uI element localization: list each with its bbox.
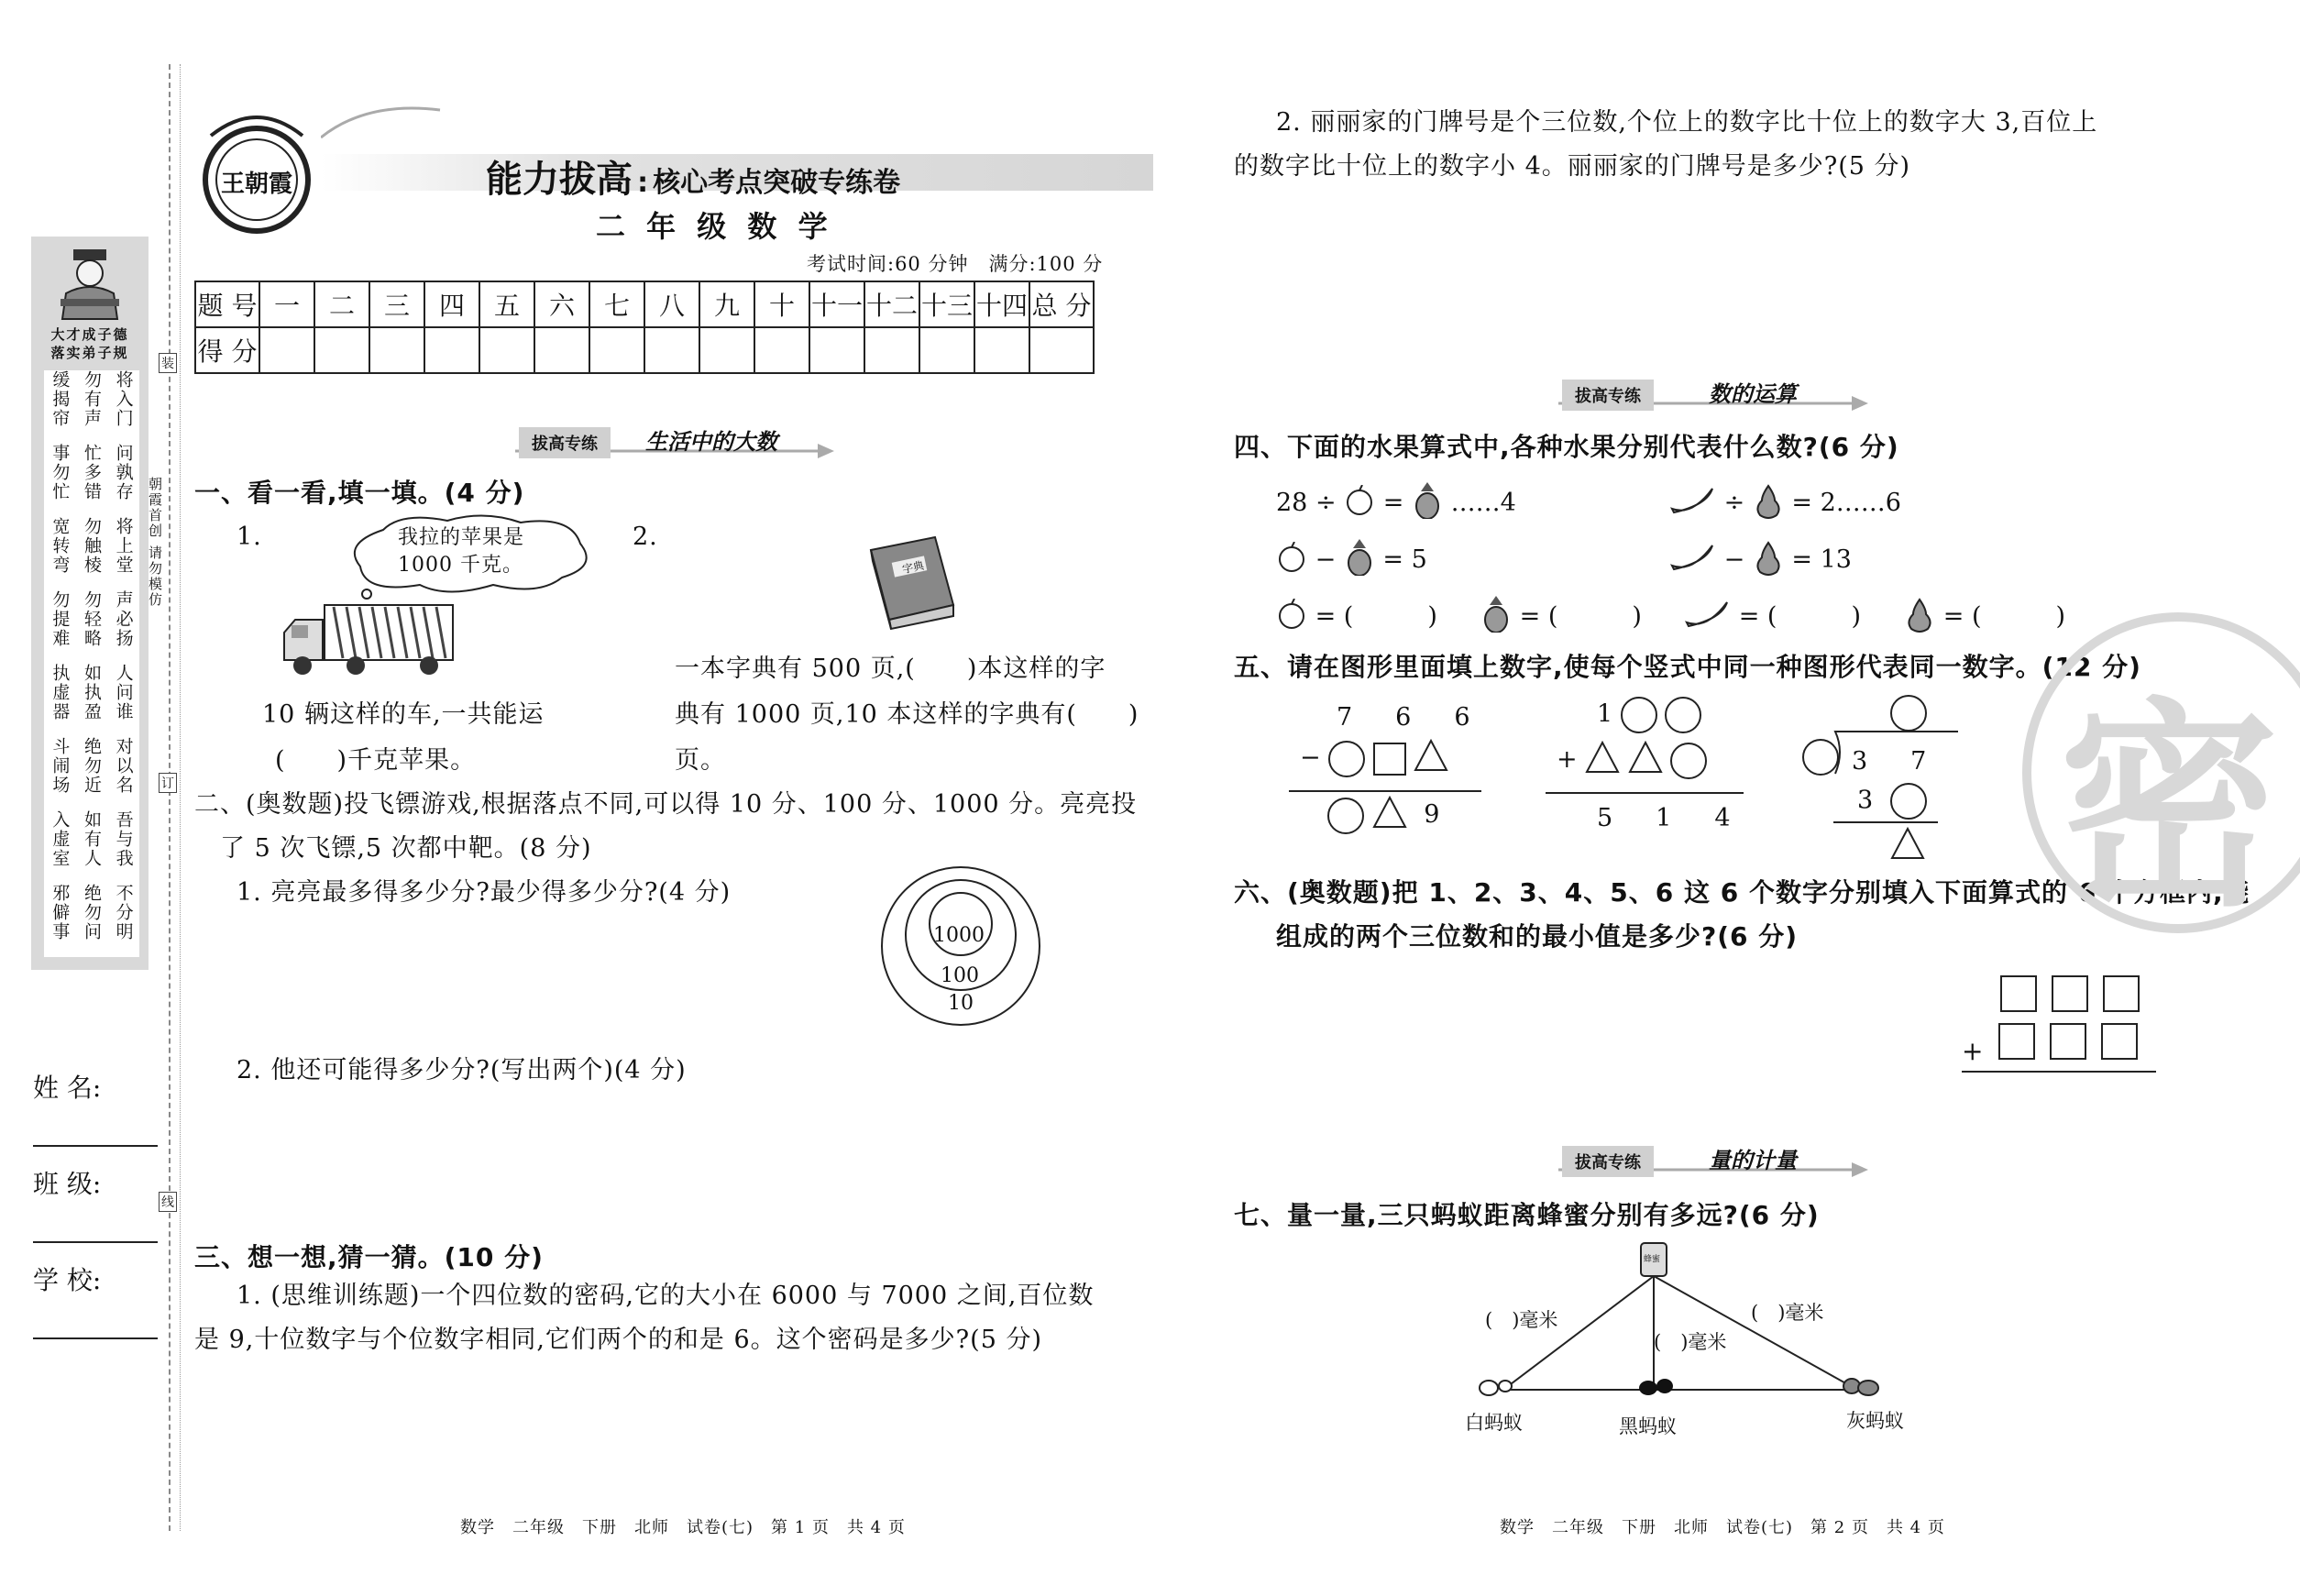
pineapple-icon [1344,539,1375,582]
dart-target [878,864,1043,1029]
q3-line3: 2. 丽丽家的门牌号是个三位数,个位上的数字比十位上的数字大 3,百位上 [1276,108,2098,137]
triangle-shape[interactable] [1890,827,1925,866]
q2-title-text: 二、(奥数题)投飞镖游戏,根据落点不同,可以得 10 分、100 分、1000 分。亮亮投 [194,790,1138,819]
score-cell[interactable] [1029,327,1094,373]
apple-icon [1276,599,1307,636]
banana-icon [1670,485,1716,523]
target-ring-1000: 1000 [933,924,985,947]
score-header-cell: 八 [644,281,699,327]
score-header-cell: 十三 [919,281,974,327]
pineapple-icon [1480,596,1512,639]
score-header-cell: 七 [589,281,644,327]
score-cell[interactable] [919,327,974,373]
section-banner-3 [1558,1142,1870,1179]
banana-icon [1685,599,1731,636]
q1-text2c: 页。 [675,746,726,775]
distance-white[interactable]: ( )毫米 [1485,1309,1558,1331]
motto-column: 不分明 [113,884,134,941]
score-cell[interactable] [864,327,919,373]
vertical-sum-a [1289,693,1485,840]
score-cell[interactable] [644,327,699,373]
ant-honey-diagram [1448,1238,1925,1448]
white-ant-icon [1480,1381,1512,1395]
motto-column: 绝勿近 [81,737,102,795]
school-label: 学 校: [33,1265,102,1295]
bind-mark-3: 线 [159,1192,177,1212]
score-header-cell: 六 [534,281,589,327]
motto-column: 如有人 [81,810,102,868]
triangle-shape[interactable] [1372,796,1407,835]
c-subtract: 3 [1857,783,1927,820]
score-table [194,281,1095,374]
q3-line4: 的数字比十位上的数字小 4。丽丽家的门牌号是多少?(5 分) [1234,152,1911,181]
motto-group [44,664,139,735]
eq1: 28 ÷ = ……4 [1276,482,1516,525]
score-cell[interactable] [809,327,864,373]
banner-3-title: 量的计量 [1709,1148,1797,1173]
motto-column: 入虚室 [50,810,71,868]
digit-box[interactable] [2052,975,2088,1012]
motto-column: 问孰存 [113,444,134,501]
square-shape[interactable] [1373,743,1406,776]
circle-shape[interactable] [1890,695,1927,732]
circle-shape[interactable] [1621,697,1657,733]
q1-text1b: ( )千克苹果。 [275,746,477,775]
speech-bubble [347,512,594,603]
name-label: 姓 名: [33,1073,102,1103]
motto-column: 声必扬 [113,590,134,648]
score-header-cell: 一 [259,281,314,327]
binding-dashed-line [169,64,171,1531]
b-middle: + [1557,741,1707,780]
bubble-text: 我拉的苹果是 1000 千克。 [398,526,525,577]
score-label-question: 题 号 [195,281,259,327]
motto-columns [44,370,139,957]
ant-label-white: 白蚂蚁 [1465,1412,1523,1434]
ant-label-black: 黑蚂蚁 [1619,1415,1677,1437]
score-header-cell: 十 [754,281,809,327]
c-dividend: 3 7 [1852,747,1936,776]
score-header-cell: 五 [479,281,534,327]
scholar-illustration [57,248,123,321]
motto-group [44,737,139,809]
score-header-cell: 三 [369,281,424,327]
pear-answer[interactable]: = ( ) [1942,602,2066,631]
name-field[interactable] [33,1068,158,1147]
q2-sub2: 2. 他还可能得多少分?(写出两个)(4 分) [237,1056,687,1084]
circle-shape[interactable] [1670,743,1707,779]
vertical-sum-b [1546,693,1747,840]
score-cell[interactable] [589,327,644,373]
eq4: − = 13 [1670,539,1852,582]
digit-box[interactable] [2101,1023,2138,1060]
q3-title: 三、想一想,猜一猜。(10 分) [194,1242,544,1272]
motto-column: 勿有声 [81,370,102,428]
ant-label-gray: 灰蚂蚁 [1846,1410,1904,1432]
q6-box-grid: + [1962,975,2158,1076]
footer-right: 数学 二年级 下册 北师 试卷(七) 第 2 页 共 4 页 [1500,1518,1945,1537]
banner-2-tag: 拔高专练 [1562,380,1654,411]
bind-mark-2: 订 [159,773,177,793]
q2-sub1: 1. 亮亮最多得多少分?最少得多少分?(4 分) [237,878,732,907]
apple-icon [1276,542,1307,579]
logo-emblem [193,108,321,237]
motto-column: 将入门 [113,370,134,428]
q3-line2: 是 9,十位数字与个位数字相同,它们两个的和是 6。这个密码是多少?(5 分) [194,1326,1042,1354]
subject-heading: 二 年 级 数 学 [596,209,833,244]
motto-column: 宽转弯 [50,517,71,575]
motto-column: 人问谁 [113,664,134,721]
motto-top-2: 落实弟子规 [50,345,129,361]
banana-icon [1670,542,1716,579]
distance-black[interactable]: ( )毫米 [1654,1331,1727,1353]
a-middle: − [1300,739,1448,778]
motto-column: 将上堂 [113,517,134,575]
motto-column: 吾与我 [113,810,134,868]
motto-panel [31,237,149,970]
long-division-c [1802,693,1949,867]
title-sub: 核心考点突破专练卷 [653,167,901,199]
q1-text2a: 一本字典有 500 页,( )本这样的字 [675,655,1106,683]
section-banner-1 [515,424,836,460]
score-header-cell: 十二 [864,281,919,327]
footer-left: 数学 二年级 下册 北师 试卷(七) 第 1 页 共 4 页 [460,1518,906,1537]
triangle-shape[interactable] [1414,739,1448,778]
score-header-cell: 总 分 [1029,281,1094,327]
logo-text: 王朝霞 [220,171,292,198]
dictionary-illustration [862,532,963,633]
q6-title2: 组成的两个三位数和的最小值是多少?(6 分) [1276,921,1799,952]
circle-shape[interactable] [1327,798,1364,834]
class-label: 班 级: [33,1169,102,1199]
score-cell[interactable] [479,327,534,373]
q1-num2: 2. [633,523,658,551]
ribbon-decoration [321,101,449,147]
eq2: ÷ = 2……6 [1670,482,1901,525]
banner-1-tag: 拔高专练 [519,427,611,458]
banner-1-title: 生活中的大数 [645,429,777,455]
school-field[interactable] [33,1260,158,1339]
digit-box[interactable] [2103,975,2140,1012]
motto-top-1: 大才成子德 [50,326,129,343]
pear-icon [1753,539,1784,582]
motto-group [44,884,139,955]
digit-box[interactable] [2000,975,2037,1012]
q5-title: 五、请在图形里面填上数字,使每个竖式中同一种图形代表同一数字。(12 分) [1234,652,2141,682]
score-header-cell: 九 [699,281,754,327]
pineapple-icon [1412,482,1443,525]
motto-column: 勿触棱 [81,517,102,575]
pear-icon [1904,596,1935,639]
score-cell[interactable] [369,327,424,373]
motto-group [44,517,139,589]
digit-box[interactable] [2050,1023,2086,1060]
q4-title: 四、下面的水果算式中,各种水果分别代表什么数?(6 分) [1234,432,1899,462]
score-cell[interactable] [699,327,754,373]
q6-title: 六、(奥数题)把 1、2、3、4、5、6 这 6 个数字分别填入下面算式的 6 个方框内,能 [1234,877,2250,908]
score-header-cell: 十一 [809,281,864,327]
pear-icon [1753,482,1784,525]
q3-line1: 1. (思维训练题)一个四位数的密码,它的大小在 6000 与 7000 之间,百位数 [237,1282,1095,1310]
motto-column: 斗闹场 [50,737,71,795]
score-cell[interactable] [314,327,369,373]
b-top: 1 [1597,697,1701,733]
motto-group [44,370,139,442]
score-header-cell: 二 [314,281,369,327]
score-cell[interactable] [534,327,589,373]
target-ring-100: 100 [941,964,979,987]
motto-column: 邪僻事 [50,884,71,941]
score-value-row [195,327,1094,373]
title-main: 能力拔高 [486,159,633,201]
section-banner-2 [1558,376,1870,413]
motto-column: 如执盈 [81,664,102,721]
score-cell[interactable] [424,327,479,373]
q7-title: 七、量一量,三只蚂蚁距离蜂蜜分别有多远?(6 分) [1234,1200,1820,1230]
q1-text2b: 典有 1000 页,10 本这样的字典有( ) [675,700,1139,729]
triangle-shape[interactable] [1585,741,1620,780]
fruit-equations [1276,473,2066,647]
score-label-score: 得 分 [195,327,259,373]
score-cell[interactable] [974,327,1029,373]
motto-group [44,810,139,882]
score-header-cell: 十四 [974,281,1029,327]
motto-column: 忙多错 [81,444,102,501]
motto-column: 勿提难 [50,590,71,648]
digit-box[interactable] [1998,1023,2035,1060]
circle-shape[interactable] [1665,697,1701,733]
motto-column: 事勿忙 [50,444,71,501]
motto-column: 缓揭帘 [50,370,71,428]
triangle-shape[interactable] [1628,741,1663,780]
honey-jar-label: 蜂蜜 [1644,1255,1661,1264]
exam-info: 考试时间:60 分钟 满分:100 分 [807,253,1104,275]
q1-num1: 1. [237,523,262,551]
apple-answer[interactable]: = ( ) [1315,602,1437,631]
motto-column: 绝勿问 [81,884,102,941]
a-top: 7 6 6 [1337,703,1480,732]
b-result: 5 1 4 [1597,804,1740,832]
gray-ant-icon [1843,1379,1878,1395]
truck-illustration [282,601,457,680]
vertical-note: 朝霞首创 请勿模仿 [147,477,163,608]
circle-shape[interactable] [1890,783,1927,820]
banner-2-title: 数的运算 [1709,381,1797,407]
binding-dashed-line-2 [180,64,181,1531]
pineapple-answer[interactable]: = ( ) [1519,602,1642,631]
banner-3-tag: 拔高专练 [1562,1146,1654,1177]
q1-text1a: 10 辆这样的车,一共能运 [262,700,545,729]
page-title: 能力拔高 : 核心考点突破专练卷 [486,159,901,201]
banana-answer[interactable]: = ( ) [1738,602,1861,631]
book-label: 字典 [900,558,926,577]
score-cell[interactable] [754,327,809,373]
score-cell[interactable] [259,327,314,373]
secret-stamp [2022,612,2300,933]
eq-answers [1276,596,2065,639]
motto-group [44,444,139,515]
distance-gray[interactable]: ( )毫米 [1751,1302,1824,1324]
q2-title [194,783,1137,827]
a-result: 9 [1327,796,1439,835]
q2-title2: 了 5 次飞镖,5 次都中靶。(8 分) [220,834,592,863]
score-header-row [195,281,1094,327]
black-ant-icon [1639,1379,1673,1395]
motto-group [44,590,139,662]
motto-column: 对以名 [113,737,134,795]
score-header-cell: 四 [424,281,479,327]
bind-mark-1: 装 [159,353,177,373]
apple-icon [1344,485,1375,523]
class-field[interactable] [33,1164,158,1243]
stamp-text: 密 [2059,679,2280,933]
target-ring-10: 10 [948,992,974,1015]
eq3: − = 5 [1276,539,1427,582]
motto-column: 勿轻略 [81,590,102,648]
q1-title: 一、看一看,填一填。(4 分) [194,478,525,508]
motto-column: 执虚器 [50,664,71,721]
circle-shape[interactable] [1328,741,1365,777]
